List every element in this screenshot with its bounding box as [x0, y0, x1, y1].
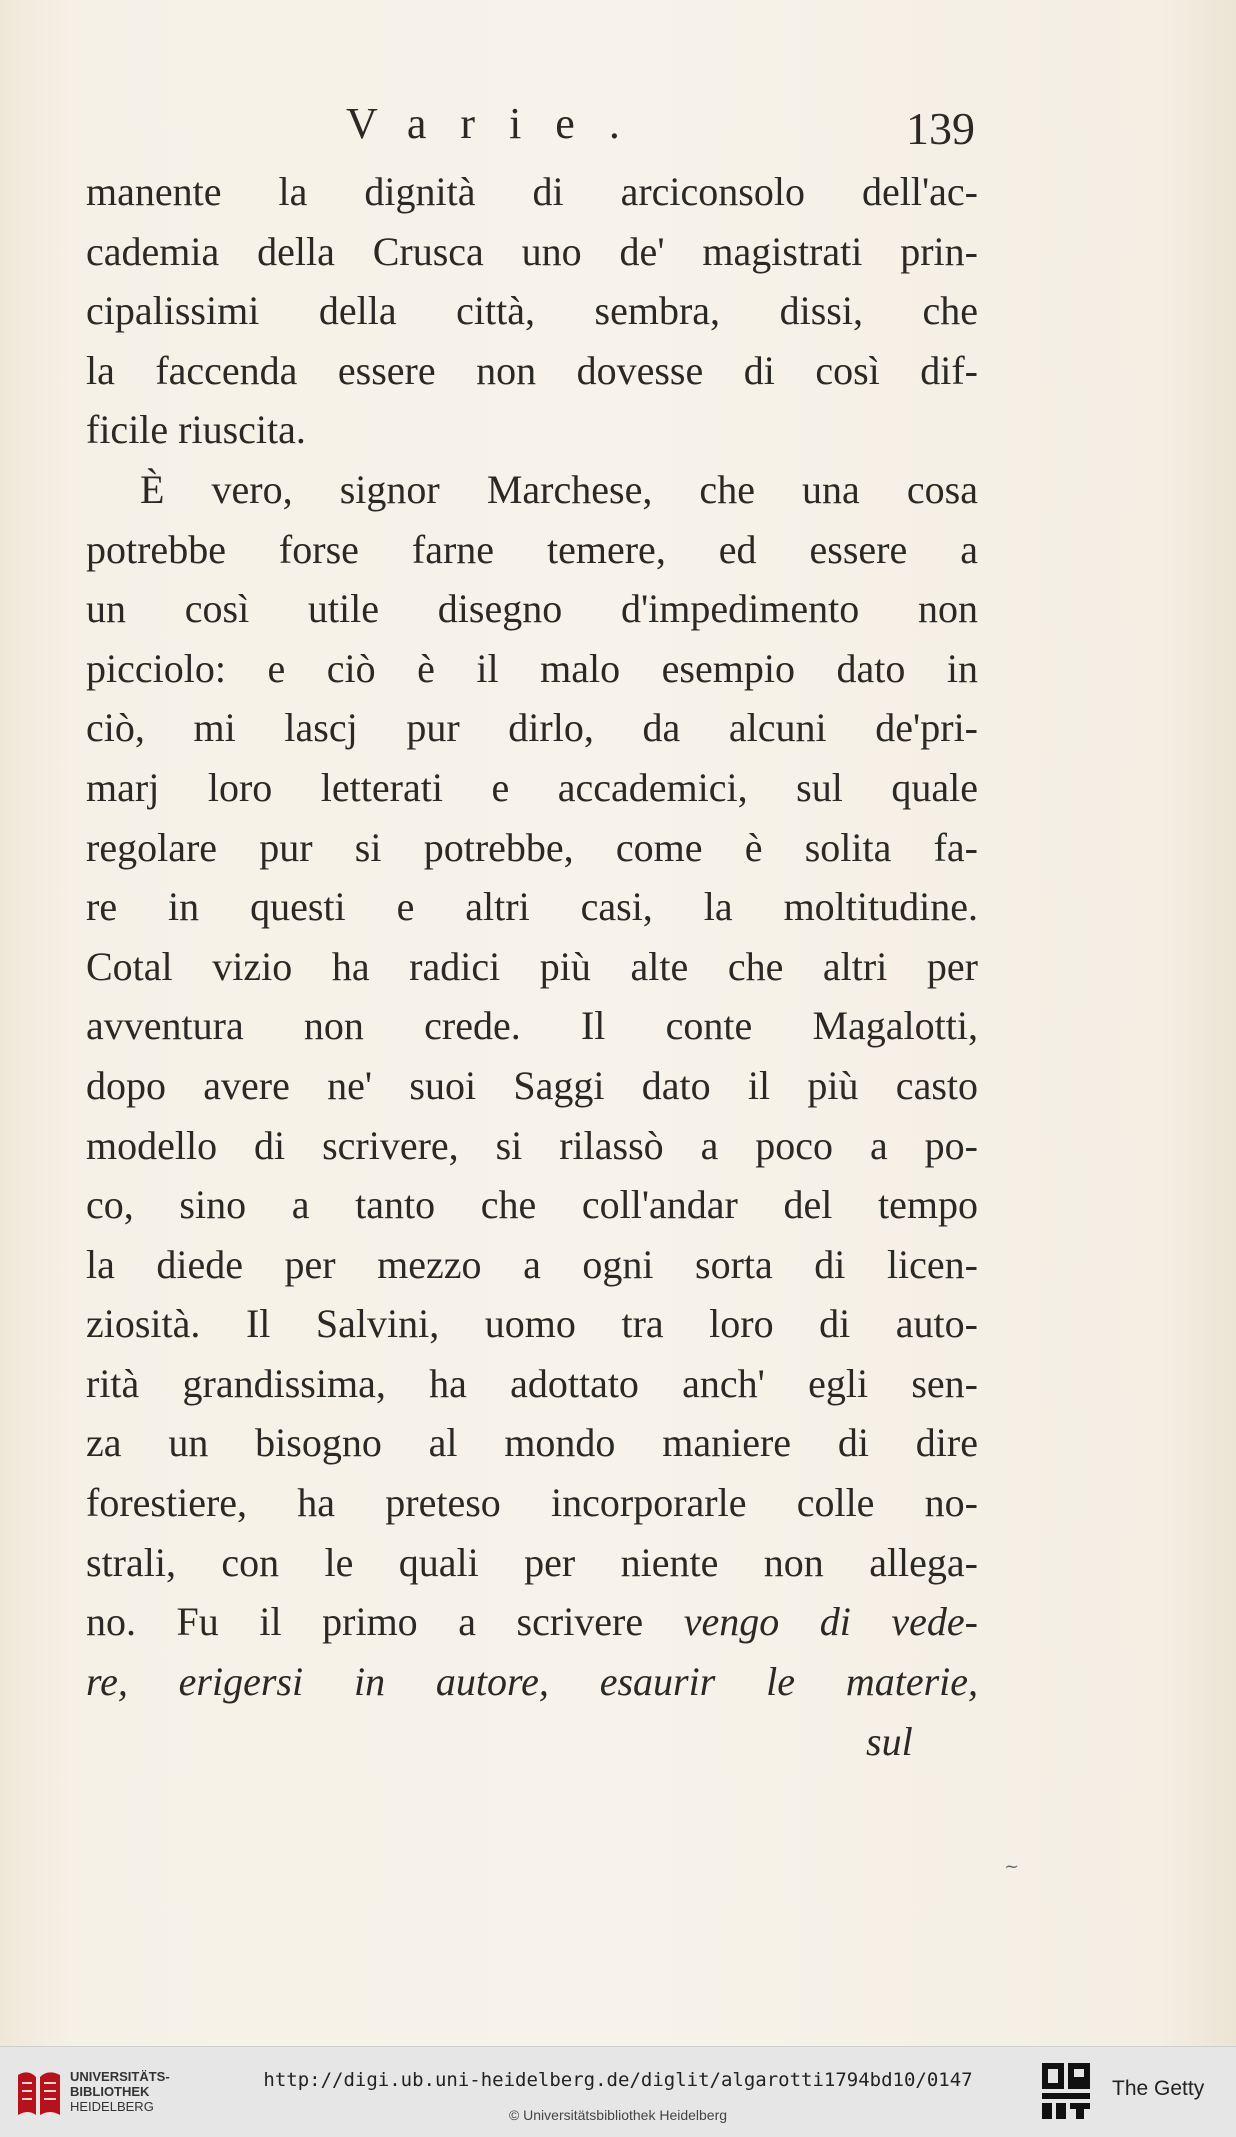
italic-fragment: re, erigersi in autore, esaurir le materie,: [86, 1658, 978, 1704]
text-line: Cotal vizio ha radici più alte che altri per: [86, 943, 978, 989]
text-line: ziosità. Il Salvini, uomo tra loro di auto-: [86, 1301, 978, 1347]
text-fragment: no. Fu il primo a scrivere: [86, 1599, 684, 1645]
library-name-line: UNIVERSITÄTS-: [70, 2069, 170, 2084]
text-line: È vero, signor Marchese, che una cosa: [140, 466, 978, 512]
text-line: rità grandissima, ha adottato anch' egli sen-: [86, 1360, 978, 1406]
library-name-line: HEIDELBERG: [70, 2099, 154, 2114]
running-head: [0, 98, 1236, 158]
footer-bar: [0, 2046, 1236, 2137]
catchword: sul: [866, 1719, 913, 1764]
text-line: marj loro letterati e accademici, sul quale: [86, 764, 978, 810]
copyright-notice: © Universitätsbibliothek Heidelberg: [508, 2107, 728, 2123]
text-line-mixed: [86, 1592, 978, 1652]
text-line: ciò, mi lascj pur dirlo, da alcuni de'pri-: [86, 705, 978, 751]
library-name-line: BIBLIOTHEK: [70, 2084, 150, 2099]
text-line: za un bisogno al mondo maniere di dire: [86, 1420, 978, 1466]
permalink-url[interactable]: http://digi.ub.uni-heidelberg.de/diglit/algarotti1794bd10/0147: [263, 2069, 973, 2091]
page-number: 139: [906, 103, 975, 154]
text-line: un così utile disegno d'impedimento non: [86, 586, 978, 632]
text-line: cademia della Crusca uno de' magistrati prin-: [86, 228, 978, 274]
text-line: regolare pur si potrebbe, come è solita fa-: [86, 824, 978, 870]
text-line-italic: [86, 1652, 978, 1712]
text-line: la faccenda essere non dovesse di così dif-: [86, 347, 978, 393]
text-line: cipalissimi della città, sembra, dissi, che: [86, 288, 978, 334]
italic-fragment: vengo di vede-: [683, 1599, 978, 1645]
text-line: la diede per mezzo a ogni sorta di licen-: [86, 1241, 978, 1287]
text-line: manente la dignità di arciconsolo dell'ac-: [86, 169, 978, 214]
text-line: dopo avere ne' suoi Saggi dato il più casto: [86, 1062, 978, 1108]
text-line: avventura non crede. Il conte Magalotti,: [86, 1003, 978, 1049]
text-line: co, sino a tanto che coll'andar del tempo: [86, 1182, 978, 1228]
text-line: modello di scrivere, si rilassò a poco a po-: [86, 1122, 978, 1168]
text-line: ficile riuscita.: [86, 407, 306, 453]
text-line: re in questi e altri casi, la moltitudine.: [86, 884, 978, 930]
ink-speck: ~: [1004, 1856, 1020, 1877]
running-head-title: Varie.: [346, 99, 654, 148]
text-line: forestiere, ha preteso incorporarle colle no-: [86, 1480, 978, 1526]
text-line: potrebbe forse farne temere, ed essere a: [86, 526, 978, 572]
body-text: [86, 162, 978, 1711]
text-line: picciolo: e ciò è il malo esempio dato in: [86, 645, 978, 691]
getty-logo-icon: [1040, 2061, 1094, 2123]
text-line: strali, con le quali per niente non allega-: [86, 1539, 978, 1585]
partner-name: The Getty: [1112, 2077, 1205, 2100]
